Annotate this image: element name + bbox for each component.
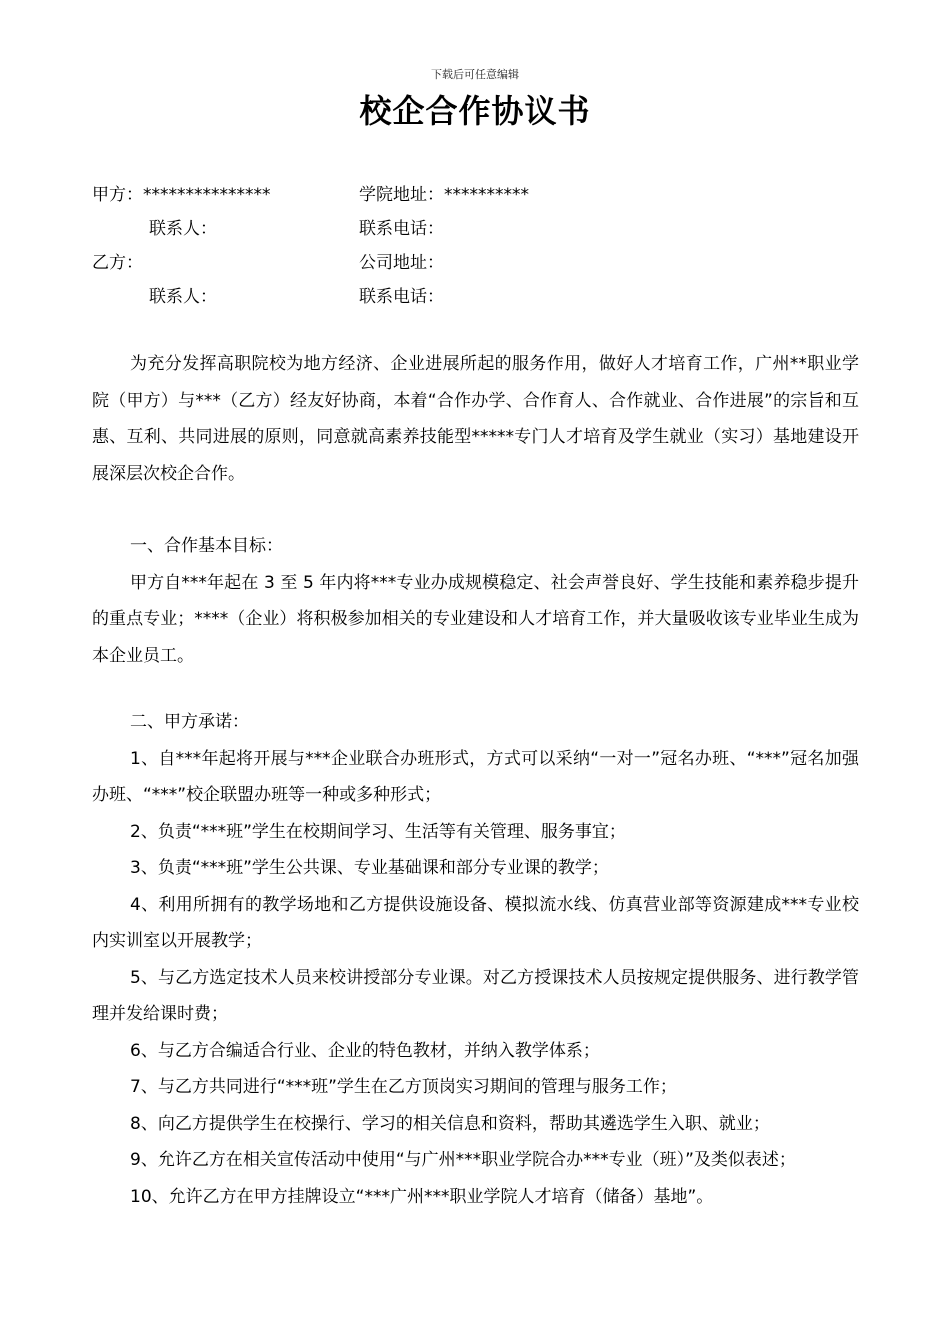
intro-paragraph: 为充分发挥高职院校为地方经济、企业进展所起的服务作用，做好人才培育工作，广州**职业学院（甲方）与***（乙方）经友好协商，本着“合作办学、合作育人、合作就业、合作进展”的宗旨和互惠、互利、共同进展的原则，同意就高素养技能型*****专门人才培育及学生就业（实习）基地建设开展深层次校企合作。 bbox=[92, 354, 859, 484]
section-commitments bbox=[92, 704, 859, 1215]
party-b-contact-row bbox=[92, 280, 872, 314]
header-note: 下载后可任意编辑 bbox=[431, 68, 519, 81]
party-b-contact: 联系人： bbox=[149, 287, 217, 307]
intro-section bbox=[92, 346, 859, 492]
list-item: 4、利用所拥有的教学场地和乙方提供设施设备、模拟流水线、仿真营业部等资源建成***专业校内实训室以开展教学； bbox=[92, 894, 859, 951]
party-a-phone: 联系电话： bbox=[359, 219, 444, 239]
list-item: 2、负责“***班”学生在校期间学习、生活等有关管理、服务事宜； bbox=[130, 821, 626, 842]
party-b-phone: 联系电话： bbox=[359, 287, 444, 307]
party-a-contact: 联系人： bbox=[149, 219, 217, 239]
party-a-contact-row bbox=[92, 212, 872, 246]
party-b-address: 公司地址： bbox=[359, 253, 444, 273]
section-paragraph: 甲方自***年起在 3 至 5 年内将***专业办成规模稳定、社会声誉良好、学生技能和素养稳步提升的重点专业；****（企业）将积极参加相关的专业建设和人才培育工作，并大量吸收该专业毕业生成为本企业员工。 bbox=[92, 572, 859, 666]
section-heading: 二、甲方承诺： bbox=[130, 712, 249, 732]
party-a-label: 甲方：*************** bbox=[92, 185, 271, 205]
list-item: 1、自***年起将开展与***企业联合办班形式，方式可以采纳“一对一”冠名办班、“***”冠名加强办班、“***”校企联盟办班等一种或多种形式； bbox=[92, 748, 859, 805]
party-a-address: 学院地址：********** bbox=[359, 185, 529, 205]
party-b-row bbox=[92, 246, 872, 280]
list-item: 6、与乙方合编适合行业、企业的特色教材，并纳入教学体系； bbox=[130, 1040, 600, 1061]
list-item: 8、向乙方提供学生在校操行、学习的相关信息和资料，帮助其遴选学生入职、就业； bbox=[130, 1113, 770, 1134]
list-item: 5、与乙方选定技术人员来校讲授部分专业课。对乙方授课技术人员按规定提供服务、进行教学管理并发给课时费； bbox=[92, 967, 859, 1024]
party-info bbox=[92, 178, 872, 314]
section-heading: 一、合作基本目标： bbox=[130, 536, 283, 556]
party-b-label: 乙方： bbox=[92, 253, 143, 273]
list-item: 10、允许乙方在甲方挂牌设立“***广州***职业学院人才培育（储备）基地”。 bbox=[130, 1186, 714, 1207]
document-title: 校企合作协议书 bbox=[359, 92, 591, 130]
list-item: 3、负责“***班”学生公共课、专业基础课和部分专业课的教学； bbox=[130, 858, 609, 878]
party-a-row bbox=[92, 178, 872, 212]
list-item: 9、允许乙方在相关宣传活动中使用“与广州***职业学院合办***专业（班）”及类似表述； bbox=[130, 1150, 796, 1170]
section-goals bbox=[92, 528, 859, 674]
list-item: 7、与乙方共同进行“***班”学生在乙方顶岗实习期间的管理与服务工作； bbox=[130, 1077, 677, 1097]
